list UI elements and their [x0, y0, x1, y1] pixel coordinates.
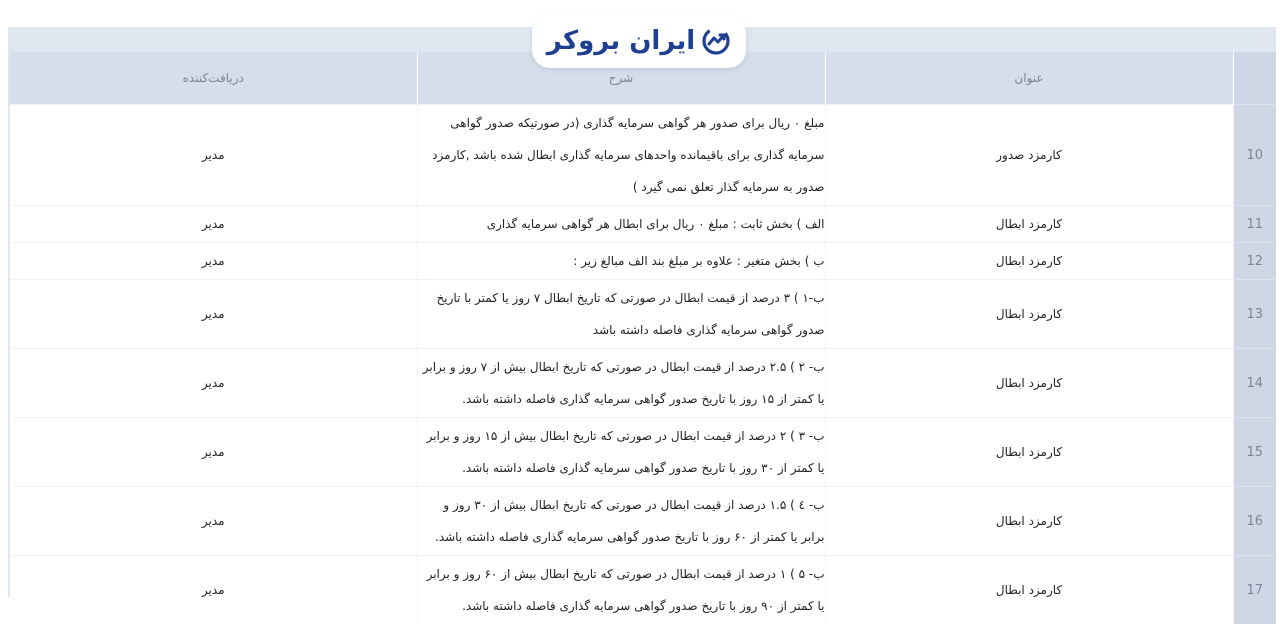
table-body [10, 105, 1276, 624]
table-row [10, 280, 1276, 349]
brand-name: ایران بروکر [547, 26, 695, 56]
description-cell: مبلغ ۰ ریال برای صدور هر گواهی سرمایه گذاری (در صورتیکه صدور گواهی سرمایه گذاری برای باقیمانده واحدهای سرمایه گذاری ابطال شده باشد ,کارمزد صدور به سرمایه گذار تعلق نمی گیرد ) [417, 105, 825, 206]
receiver-cell: مدیر [10, 280, 417, 349]
column-header-title[interactable]: عنوان [825, 52, 1233, 105]
row-index-cell: 11 [1233, 206, 1276, 243]
receiver-cell: مدیر [10, 105, 417, 206]
title-cell: کارمزد ابطال [825, 206, 1233, 243]
title-cell: کارمزد ابطال [825, 418, 1233, 487]
receiver-cell: مدیر [10, 418, 417, 487]
table-row [10, 206, 1276, 243]
table-row [10, 418, 1276, 487]
row-index-cell: 10 [1233, 105, 1276, 206]
description-cell: ب-۱ ) ۳ درصد از قیمت ابطال در صورتی که تاریخ ابطال ۷ روز یا کمتر با تاریخ صدور گواهی سرمایه گذاری فاصله داشته باشد [417, 280, 825, 349]
title-cell: کارمزد ابطال [825, 349, 1233, 418]
table-row [10, 556, 1276, 624]
receiver-cell: مدیر [10, 206, 417, 243]
column-header-description[interactable]: شرح [417, 52, 825, 105]
row-index-cell: 13 [1233, 280, 1276, 349]
row-index-cell: 12 [1233, 243, 1276, 280]
receiver-cell: مدیر [10, 556, 417, 624]
row-index-cell: 14 [1233, 349, 1276, 418]
chart-arrow-icon [701, 26, 731, 56]
title-cell: کارمزد ابطال [825, 556, 1233, 624]
table-row [10, 349, 1276, 418]
title-cell: کارمزد صدور [825, 105, 1233, 206]
description-cell: ب- ۲ ) ۲.۵ درصد از قیمت ابطال در صورتی که تاریخ ابطال بیش از ۷ روز و برابر یا کمتر از ۱۵ روز با تاریخ صدور گواهی سرمایه گذاری فاصله داشته باشد. [417, 349, 825, 418]
table-row [10, 243, 1276, 280]
receiver-cell: مدیر [10, 487, 417, 556]
row-index-cell: 15 [1233, 418, 1276, 487]
receiver-cell: مدیر [10, 349, 417, 418]
description-cell: ب- ۳ ) ۲ درصد از قیمت ابطال در صورتی که تاریخ ابطال بیش از ۱۵ روز و برابر یا کمتر از ۳۰ روز با تاریخ صدور گواهی سرمایه گذاری فاصله داشته باشد. [417, 418, 825, 487]
title-cell: کارمزد ابطال [825, 487, 1233, 556]
description-cell: الف ) بخش ثابت : مبلغ ۰ ریال برای ابطال هر گواهی سرمایه گذاری [417, 206, 825, 243]
brand-logo[interactable] [532, 14, 746, 68]
title-cell: کارمزد ابطال [825, 243, 1233, 280]
description-cell: ب- ۵ ) ۱ درصد از قیمت ابطال در صورتی که تاریخ ابطال بیش از ۶۰ روز و برابر یا کمتر از ۹۰ روز با تاریخ صدور گواهی سرمایه گذاری فاصله داشته باشد. [417, 556, 825, 624]
column-header-index [1233, 52, 1276, 105]
description-cell: ب ) بخش متغیر : علاوه بر مبلغ بند الف مبالغ زیر : [417, 243, 825, 280]
description-cell: ب- ٤ ) ۱.۵ درصد از قیمت ابطال در صورتی که تاریخ ابطال بیش از ۳۰ روز و برابر یا کمتر از ۶۰ روز با تاریخ صدور گواهی سرمایه گذاری فاصله داشته باشد. [417, 487, 825, 556]
receiver-cell: مدیر [10, 243, 417, 280]
fees-table [10, 52, 1277, 624]
column-header-receiver[interactable]: دریافت‌کننده [10, 52, 417, 105]
title-cell: کارمزد ابطال [825, 280, 1233, 349]
table-row [10, 105, 1276, 206]
row-index-cell: 17 [1233, 556, 1276, 624]
row-index-cell: 16 [1233, 487, 1276, 556]
table-row [10, 487, 1276, 556]
